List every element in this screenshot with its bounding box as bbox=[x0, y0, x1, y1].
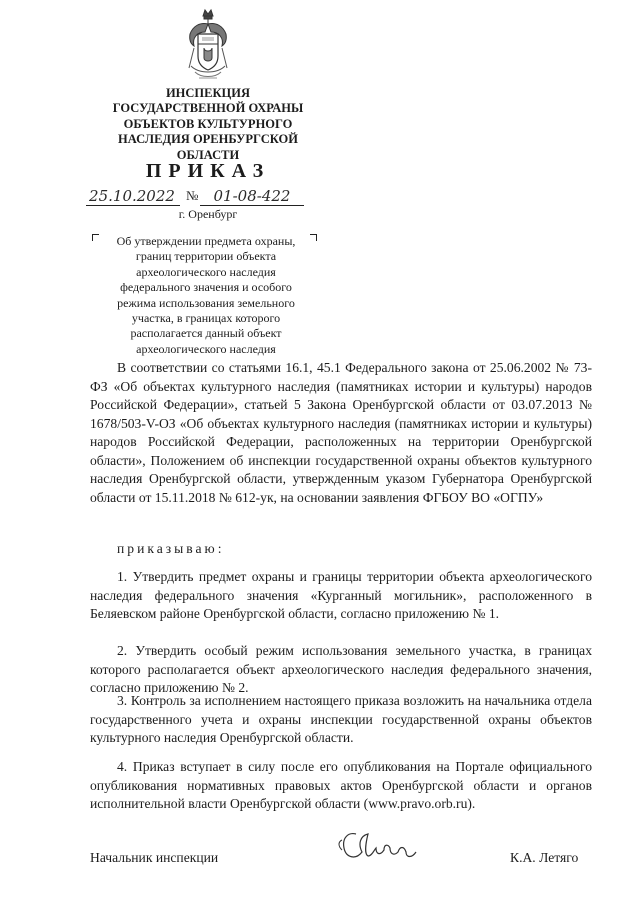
city: г. Оренбург bbox=[178, 207, 238, 221]
agency-line: ОБЪЕКТОВ КУЛЬТУРНОГО bbox=[123, 116, 293, 131]
signer-name: К.А. Летяго bbox=[510, 850, 579, 865]
handwritten-signature bbox=[334, 826, 424, 868]
agency-line: ИНСПЕКЦИЯ bbox=[165, 86, 251, 100]
document-type-title: ПРИКАЗ bbox=[145, 160, 271, 182]
agency-line: НАСЛЕДИЯ ОРЕНБУРГСКОЙ bbox=[117, 132, 299, 147]
order-item-1: 1. Утвердить предмет охраны и границы территории объекта археологического наследия федерального значения «Курганный могильник», расположенного в Беляевском районе Оренбургской области, согласно приложению № 1. bbox=[90, 569, 592, 621]
order-number: 01-08-422 bbox=[213, 187, 291, 205]
orders-word: приказываю: bbox=[117, 541, 225, 556]
subject-line: располагается данный объект bbox=[130, 326, 282, 341]
order-item-2: 2. Утвердить особый режим использования земельного участка, в границах которого располагается объект археологического наследия федерального значения, согласно приложению № 2. bbox=[90, 643, 592, 695]
subject-line: участка, в границах которого bbox=[131, 311, 281, 326]
subject-line: археологического наследия bbox=[136, 341, 276, 356]
signer-title: Начальник инспекции bbox=[90, 850, 219, 865]
number-underline bbox=[200, 205, 304, 206]
subject-line: археологического наследия bbox=[136, 264, 276, 279]
agency-name bbox=[82, 86, 334, 163]
preamble-paragraph: В соответствии со статьями 16.1, 45.1 Федерального закона от 25.06.2002 № 73-ФЗ «Об объектах культурного наследия (памятниках истории и культуры) народов Российской Федерации», статьей 5 Закона Оренбургской области от 03.07.2013 № 1678/503-V-ОЗ «Об объектах культурного наследия (памятниках истории и культуры) народов Российской Федерации, расположенных на территории Оренбургской области», Положением об инспекции государственной охраны объектов культурного наследия Оренбургской области, утвержденным указом Губернатора Оренбургской области от 15.11.2018 № 612-ук, на основании заявления ФГБОУ ВО «ОГПУ» bbox=[90, 360, 592, 505]
order-subject bbox=[96, 234, 316, 357]
date-underline bbox=[86, 205, 180, 206]
coat-of-arms-icon bbox=[185, 8, 231, 84]
order-item-4: 4. Приказ вступает в силу после его опубликования на Портале официального опубликования нормативных правовых актов Оренбургской области и органов исполнительной власти Оренбургской области (www.pravo.orb.ru). bbox=[90, 759, 592, 811]
subject-line: режима использования земельного bbox=[117, 295, 295, 310]
order-item-3: 3. Контроль за исполнением настоящего приказа возложить на начальника отдела государственного учета и охраны инспекции государственной охраны объектов культурного наследия Оренбургской области. bbox=[90, 693, 592, 745]
agency-line: ОБЛАСТИ bbox=[176, 147, 240, 162]
agency-line: ГОСУДАРСТВЕННОЙ ОХРАНЫ bbox=[112, 101, 304, 116]
order-date: 25.10.2022 bbox=[89, 187, 175, 205]
subject-line: Об утверждении предмета охраны, bbox=[116, 234, 296, 248]
subject-line: границ территории объекта bbox=[135, 249, 277, 264]
subject-line: федерального значения и особого bbox=[120, 280, 292, 295]
number-sign: № bbox=[186, 188, 199, 203]
